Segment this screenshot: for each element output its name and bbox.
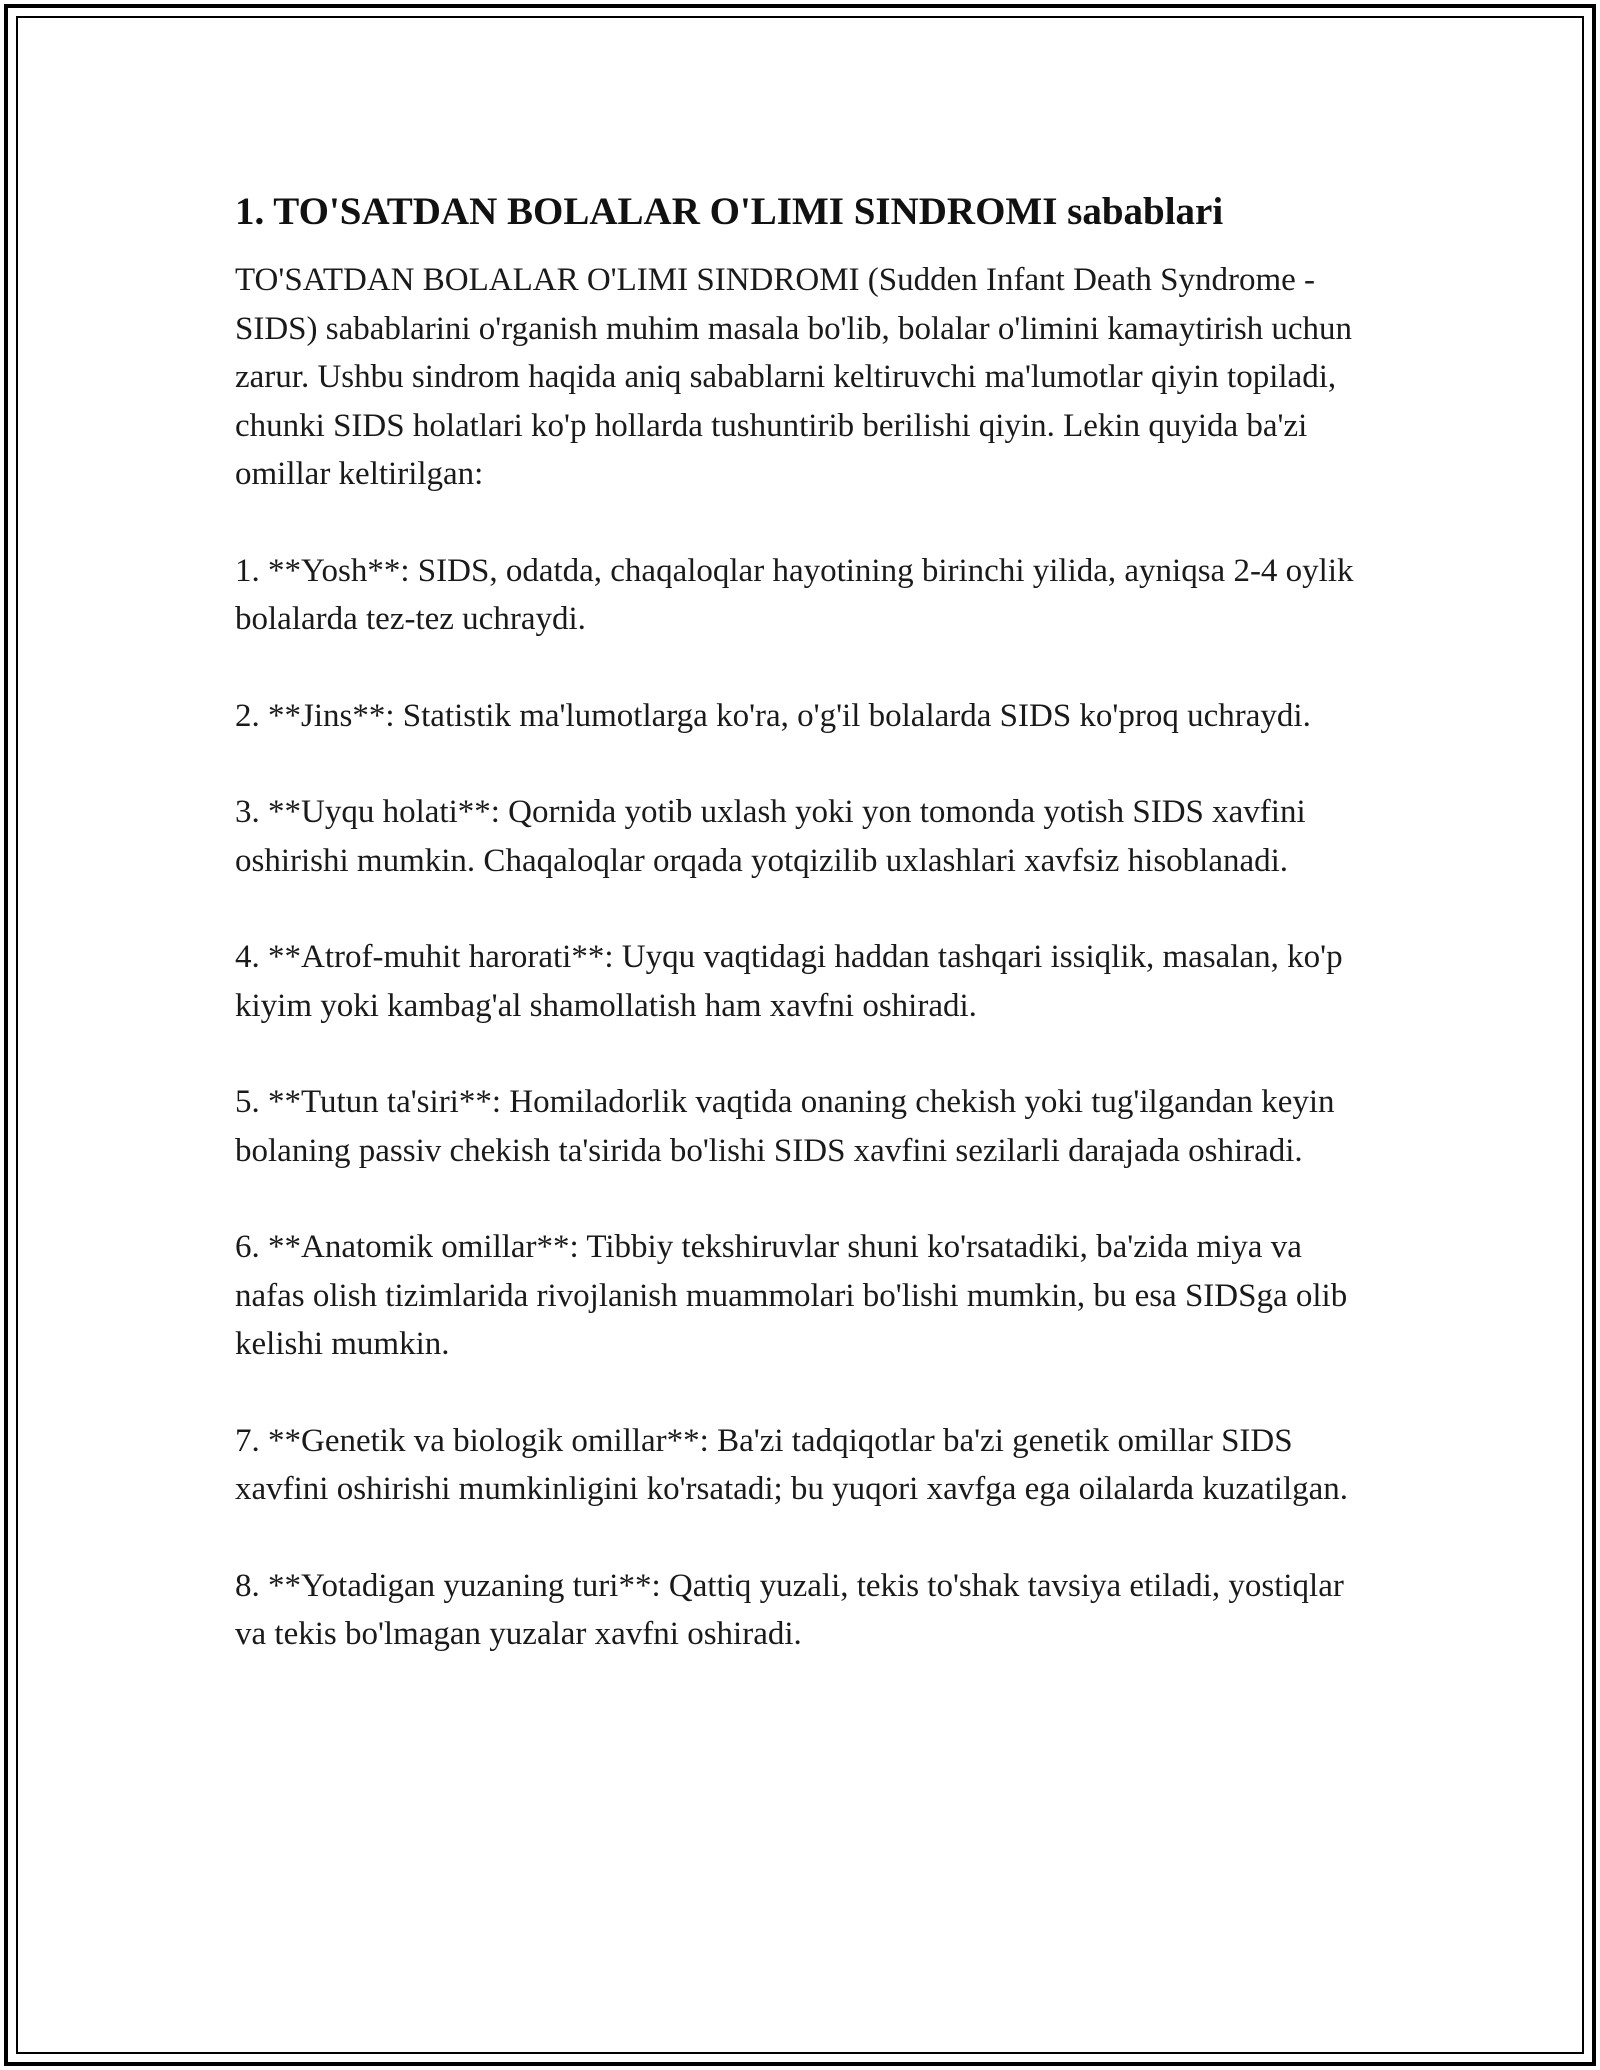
list-item-smoke: 5. **Tutun ta'siri**: Homiladorlik vaqtida onaning chekish yoki tug'ilgandan keyin bolaning passiv chekish ta'sirida bo'lishi SIDS xavfini sezilarli darajada oshiradi. [235, 1084, 1335, 1169]
list-item-temperature: 4. **Atrof-muhit harorati**: Uyqu vaqtidagi haddan tashqari issiqlik, masalan, ko'p kiyim yoki kambag'al shamollatish ham xavfni oshiradi. [235, 939, 1343, 1024]
intro-paragraph: TO'SATDAN BOLALAR O'LIMI SINDROMI (Sudden Infant Death Syndrome - SIDS) sabablarini o'rganish muhim masala bo'lib, bolalar o'limini kamaytirish uchun zarur. Ushbu sindrom haqida aniq sabablarni keltiruvchi ma'lumotlar qiyin topiladi, chunki SIDS holatlari ko'p hollarda tushuntirib berilishi qiyin. Lekin quyida ba'zi omillar keltirilgan: [235, 262, 1353, 492]
document-body [235, 188, 1365, 1659]
list-item-anatomy: 6. **Anatomik omillar**: Tibbiy tekshiruvlar shuni ko'rsatadiki, ba'zida miya va nafas olish tizimlarida rivojlanish muammolari bo'lishi mumkin, bu esa SIDSga olib kelishi mumkin. [235, 1229, 1348, 1362]
list-item-sex: 2. **Jins**: Statistik ma'lumotlarga ko'ra, o'g'il bolalarda SIDS ko'proq uchraydi. [235, 697, 1311, 734]
list-item-age: 1. **Yosh**: SIDS, odatda, chaqaloqlar hayotining birinchi yilida, ayniqsa 2-4 oylik bolalarda tez-tez uchraydi. [235, 552, 1354, 637]
list-item-genetics: 7. **Genetik va biologik omillar**: Ba'zi tadqiqotlar ba'zi genetik omillar SIDS xavfini oshirishi mumkinligini ko'rsatadi; bu yuqori xavfga ega oilalarda kuzatilgan. [235, 1422, 1349, 1507]
list-item-sleep-surface: 8. **Yotadigan yuzaning turi**: Qattiq yuzali, tekis to'shak tavsiya etiladi, yostiqlar va tekis bo'lmagan yuzalar xavfni oshiradi. [235, 1567, 1344, 1652]
list-item-sleep-position: 3. **Uyqu holati**: Qornida yotib uxlash yoki yon tomonda yotish SIDS xavfini oshirishi mumkin. Chaqaloqlar orqada yotqizilib uxlashlari xavfsiz hisoblanadi. [235, 794, 1306, 879]
document-title: 1. TO'SATDAN BOLALAR O'LIMI SINDROMI sabablari [235, 190, 1224, 233]
